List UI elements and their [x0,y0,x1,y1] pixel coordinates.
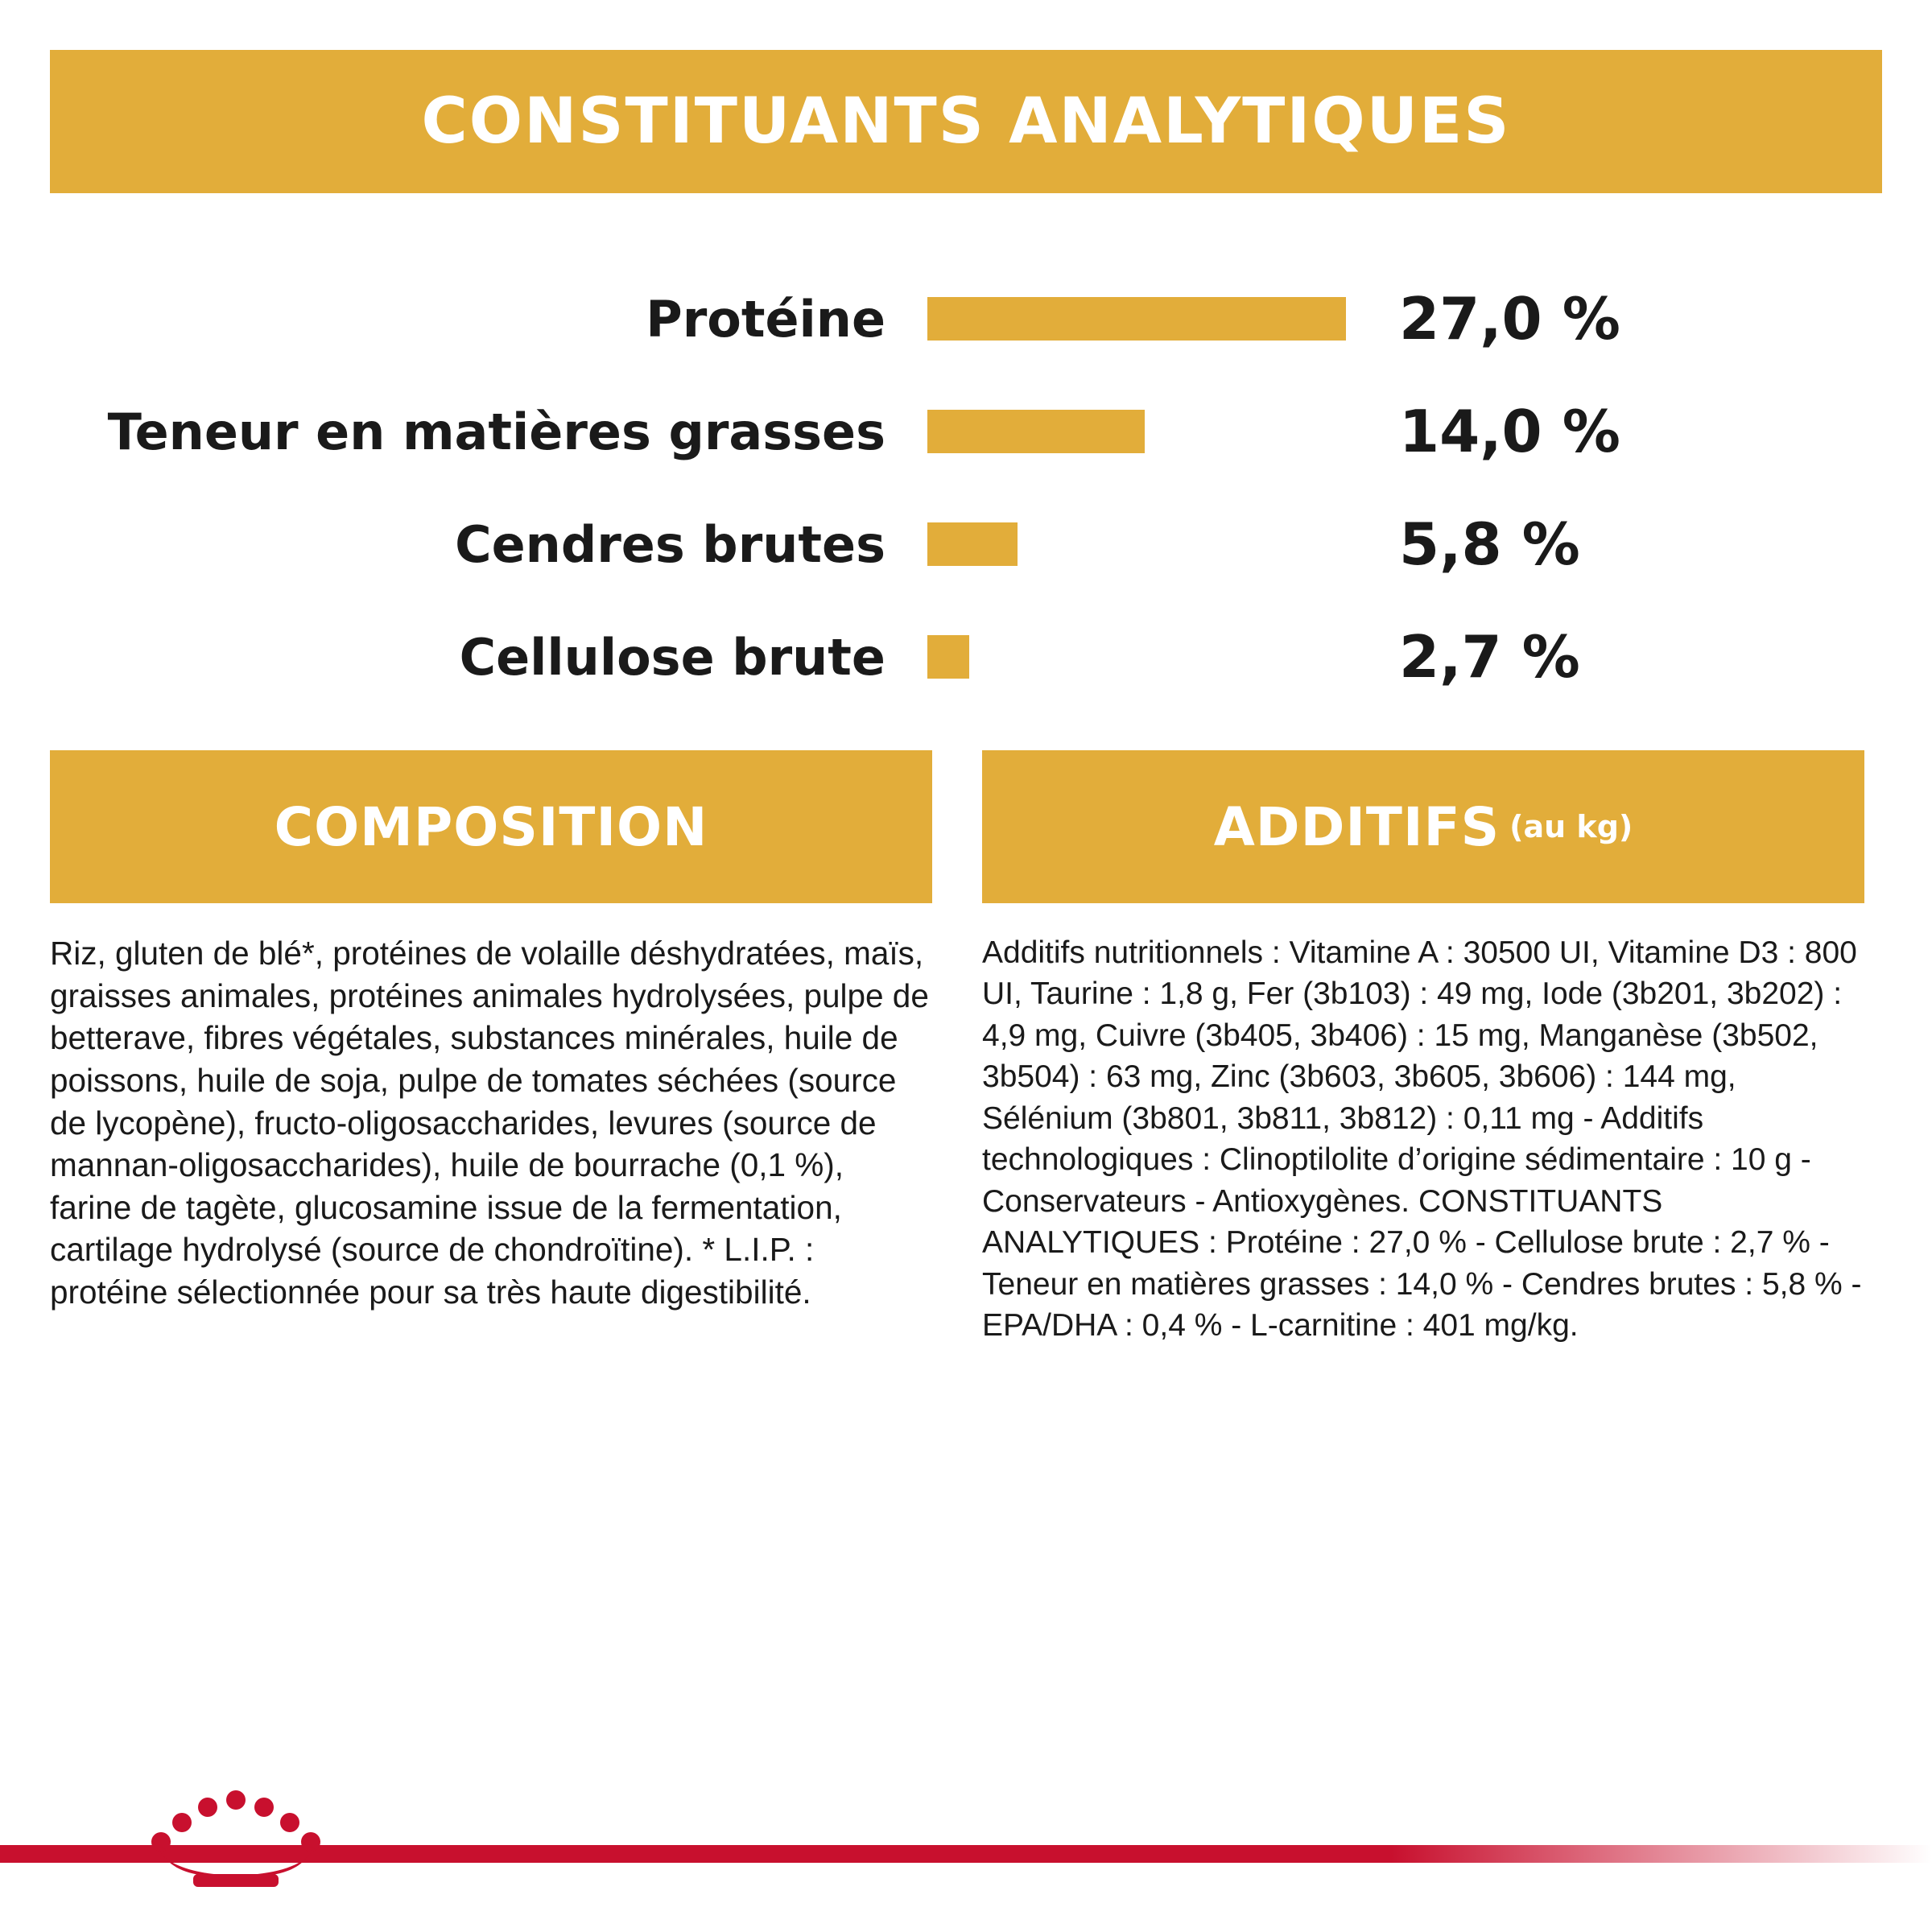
constituent-bar [927,410,1145,453]
composition-panel [50,750,932,1347]
analytical-constituents-chart [0,262,1932,713]
details-panels [0,750,1932,1347]
banner-title: CONSTITUANTS ANALYTIQUES [421,85,1511,158]
constituent-row [50,375,1882,488]
additives-heading-unit: (au kg) [1509,809,1633,844]
constituent-value: 2,7 % [1399,623,1580,691]
constituent-bar [927,297,1346,341]
constituent-bar-track [927,635,1378,679]
additives-text: Additifs nutritionnels : Vitamine A : 30500 UI, Vitamine D3 : 800 UI, Taurine : 1,8 g, Fer (3b103) : 49 mg, Iode (3b201, 3b202) : 4,9 mg, Cuivre (3b405, 3b406) : 15 mg, Manganèse (3b502, 3b504) : 63 mg, Zinc (3b603, 3b605, 3b606) : 144 mg, Sélénium (3b801, 3b811, 3b812) : 0,11 mg - Additifs technologiques : Clinoptilolite d’origine sédimentaire : 10 g - Conservateurs - Antioxygènes. CONSTITUANTS ANALYTIQUES : Protéine : 27,0 % - Cellulose brute : 2,7 % - Teneur en matières grasses : 14,0 % - Cendres brutes : 5,8 % - EPA/DHA : 0,4 % - L-carnitine : 401 mg/kg. [982,935,1862,1344]
constituent-bar [927,522,1018,566]
composition-text: Riz, gluten de blé*, protéines de volaille déshydratées, maïs, graisses animales, protéines animales hydrolysées, pulpe de betterave, fibres végétales, substances minérales, huile de poissons, huile de soja, pulpe de tomates séchées (source de lycopène), fructo-oligosaccharides, levures (source de mannan-oligosaccharides), huile de bourrache (0,1 %), farine de tagète, glucosamine issue de la fermentation, cartilage hydrolysé (source de chondroïtine). * L.I.P. : protéine sélectionnée pour sa très haute digestibilité. [50,935,929,1311]
royal-canin-crown-logo-icon [143,1787,328,1892]
footer [0,1761,1932,1932]
constituent-row [50,601,1882,713]
constituent-bar-track [927,410,1378,453]
constituent-row [50,262,1882,375]
constituent-bar [927,635,969,679]
constituent-label: Protéine [646,289,886,349]
constituent-value: 5,8 % [1399,510,1580,578]
constituent-label: Teneur en matières grasses [107,402,886,461]
composition-heading: COMPOSITION [274,795,708,858]
constituent-value: 27,0 % [1399,285,1620,353]
composition-panel-header [50,750,932,903]
constituent-label: Cendres brutes [455,514,886,574]
additives-panel [982,750,1864,1347]
constituent-bar-track [927,522,1378,566]
analytical-constituents-banner [50,50,1882,193]
additives-heading: ADDITIFS [1213,795,1501,858]
additives-panel-header [982,750,1864,903]
constituent-label: Cellulose brute [459,627,886,687]
constituent-row [50,488,1882,601]
constituent-value: 14,0 % [1399,398,1620,465]
constituent-bar-track [927,297,1378,341]
